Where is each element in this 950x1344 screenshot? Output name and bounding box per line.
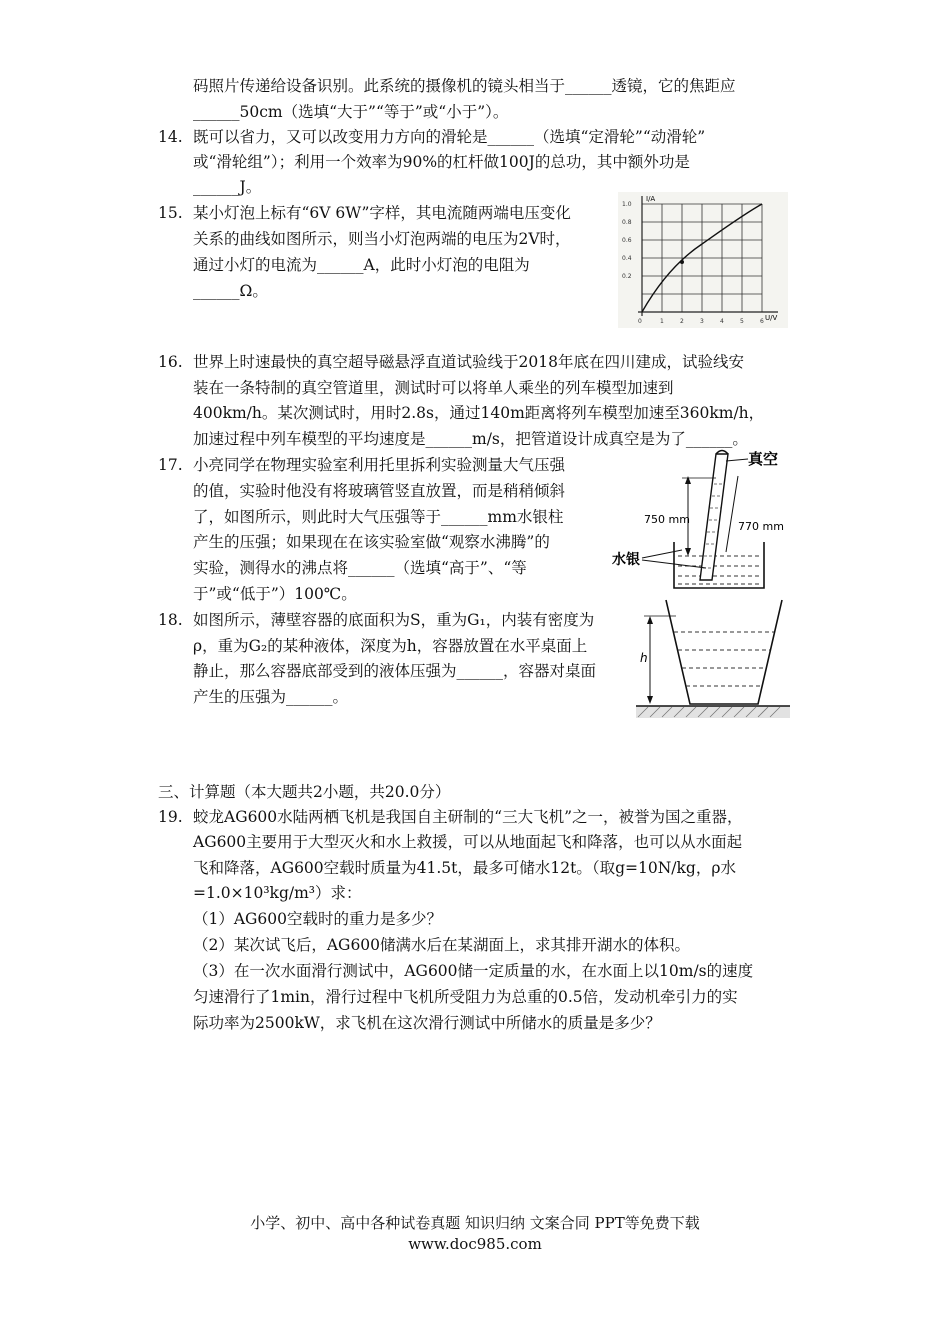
q15-x-tick: 0 [638, 318, 642, 325]
q15-x-tick: 1 [660, 318, 664, 325]
q17-line-2: 的值，实验时他没有将玻璃管竖直放置，而是稍稍倾斜 [193, 482, 566, 500]
q16-line-4: 加速过程中列车模型的平均速度是______m/s，把管道设计成真空是为了______。 [193, 430, 748, 448]
q15-line-4: ______Ω。 [193, 282, 268, 300]
q17-line-3: 了，如图所示，则此时大气压强等于______mm水银柱 [193, 508, 564, 526]
q17-line-4: 产生的压强；如果现在在该实验室做“观察水沸腾”的 [193, 533, 550, 551]
q16-number: 16. [158, 353, 183, 371]
q15-y-axis-label: I/A [646, 195, 656, 203]
q13-line-2: ______50cm（选填“大于”“等于”或“小于”）。 [193, 103, 509, 121]
q19-sub-1: （1）AG600空载时的重力是多少？ [193, 910, 443, 928]
q19-sub-3c: 际功率为2500kW，求飞机在这次滑行测试中所储水的质量是多少？ [193, 1014, 661, 1032]
q13-line-1: 码照片传递给设备识别。此系统的摄像机的镜头相当于______透镜，它的焦距应 [193, 77, 736, 95]
height-750-label: 750 mm [644, 513, 690, 526]
q14-line-2: 或“滑轮组”）；利用一个效率为90%的杠杆做100J的总功，其中额外功是 [193, 153, 690, 171]
q15-iu-graph [618, 192, 788, 328]
q15-y-tick: 0.6 [622, 237, 632, 244]
q19-number: 19. [158, 808, 183, 826]
q16-line-3: 400km/h。某次测试时，用时2.8s，通过140m距离将列车模型加速至360km/h， [193, 404, 765, 422]
q15-number: 15. [158, 204, 183, 222]
q14-line-3: ______J。 [193, 178, 262, 196]
q17-line-1: 小亮同学在物理实验室利用托里拆利实验测量大气压强 [193, 456, 566, 474]
q15-line-1: 某小灯泡上标有“6V 6W”字样，其电流随两端电压变化 [193, 204, 571, 222]
q18-line-1: 如图所示，薄壁容器的底面积为S，重为G₁，内装有密度为 [193, 611, 595, 629]
q15-x-axis-label: U/V [765, 314, 778, 322]
footer-promo: 小学、初中、高中各种试卷真题 知识归纳 文案合同 PPT等免费下载 [250, 1214, 700, 1232]
q17-number: 17. [158, 456, 183, 474]
container-figure [636, 596, 790, 720]
q19-line-1: 蛟龙AG600水陆两栖飞机是我国自主研制的“三大飞机”之一，被誉为国之重器， [193, 808, 743, 826]
vacuum-label: 真空 [748, 450, 779, 468]
q15-x-tick: 6 [760, 318, 764, 325]
q15-x-tick: 5 [740, 318, 744, 325]
q15-y-tick: 0.8 [622, 219, 632, 226]
q19-sub-2: （2）某次试飞后，AG600储满水后在某湖面上，求其排开湖水的体积。 [193, 936, 691, 954]
footer-url[interactable]: www.doc985.com [408, 1235, 542, 1253]
q18-line-3: 静止，那么容器底部受到的液体压强为______，容器对桌面 [193, 662, 597, 680]
q19-line-2: AG600主要用于大型灭火和水上救援，可以从地面起飞和降落，也可以从水面起 [193, 833, 743, 851]
q18-line-2: ρ，重为G₂的某种液体，深度为h，容器放置在水平桌面上 [193, 637, 588, 655]
q15-x-tick: 2 [680, 318, 684, 325]
section-3-title: 三、计算题（本大题共2小题，共20.0分） [158, 783, 451, 801]
mercury-label: 水银 [612, 552, 640, 568]
q15-line-3: 通过小灯的电流为______A，此时小灯泡的电阻为 [193, 256, 530, 274]
q16-line-2: 装在一条特制的真空管道里，测试时可以将单人乘坐的列车模型加速到 [193, 379, 674, 397]
torricelli-figure [612, 446, 792, 596]
q19-sub-3b: 匀速滑行了1min，滑行过程中飞机所受阻力为总重的0.5倍，发动机牵引力的实 [193, 988, 738, 1006]
q19-line-3: 飞和降落，AG600空载时质量为41.5t，最多可储水12t。（取g=10N/kg，ρ水 [193, 859, 736, 877]
q18-number: 18. [158, 611, 183, 629]
q15-y-tick: 0.2 [622, 273, 632, 280]
q17-line-5: 实验，测得水的沸点将______（选填“高于”、“等 [193, 559, 527, 577]
q14-line-1: 既可以省力，又可以改变用力方向的滑轮是______（选填“定滑轮”“动滑轮” [193, 128, 706, 146]
q15-x-tick: 4 [720, 318, 724, 325]
q17-line-6: 于”或“低于”）100℃。 [193, 585, 357, 603]
length-770-label: 770 mm [738, 520, 784, 533]
q15-line-2: 关系的曲线如图所示，则当小灯泡两端的电压为2V时， [193, 230, 571, 248]
q14-number: 14. [158, 128, 183, 146]
q16-line-1: 世界上时速最快的真空超导磁悬浮直道试验线于2018年底在四川建成，试验线安 [193, 353, 744, 371]
q15-x-tick: 3 [700, 318, 704, 325]
q19-line-4: =1.0×10³kg/m³）求： [193, 884, 362, 902]
depth-h-label: h [640, 651, 648, 665]
q15-y-tick: 1.0 [622, 201, 632, 208]
q18-line-4: 产生的压强为______。 [193, 688, 349, 706]
q19-sub-3a: （3）在一次水面滑行测试中，AG600储一定质量的水，在水面上以10m/s的速度 [193, 962, 754, 980]
q15-y-tick: 0.4 [622, 255, 632, 262]
